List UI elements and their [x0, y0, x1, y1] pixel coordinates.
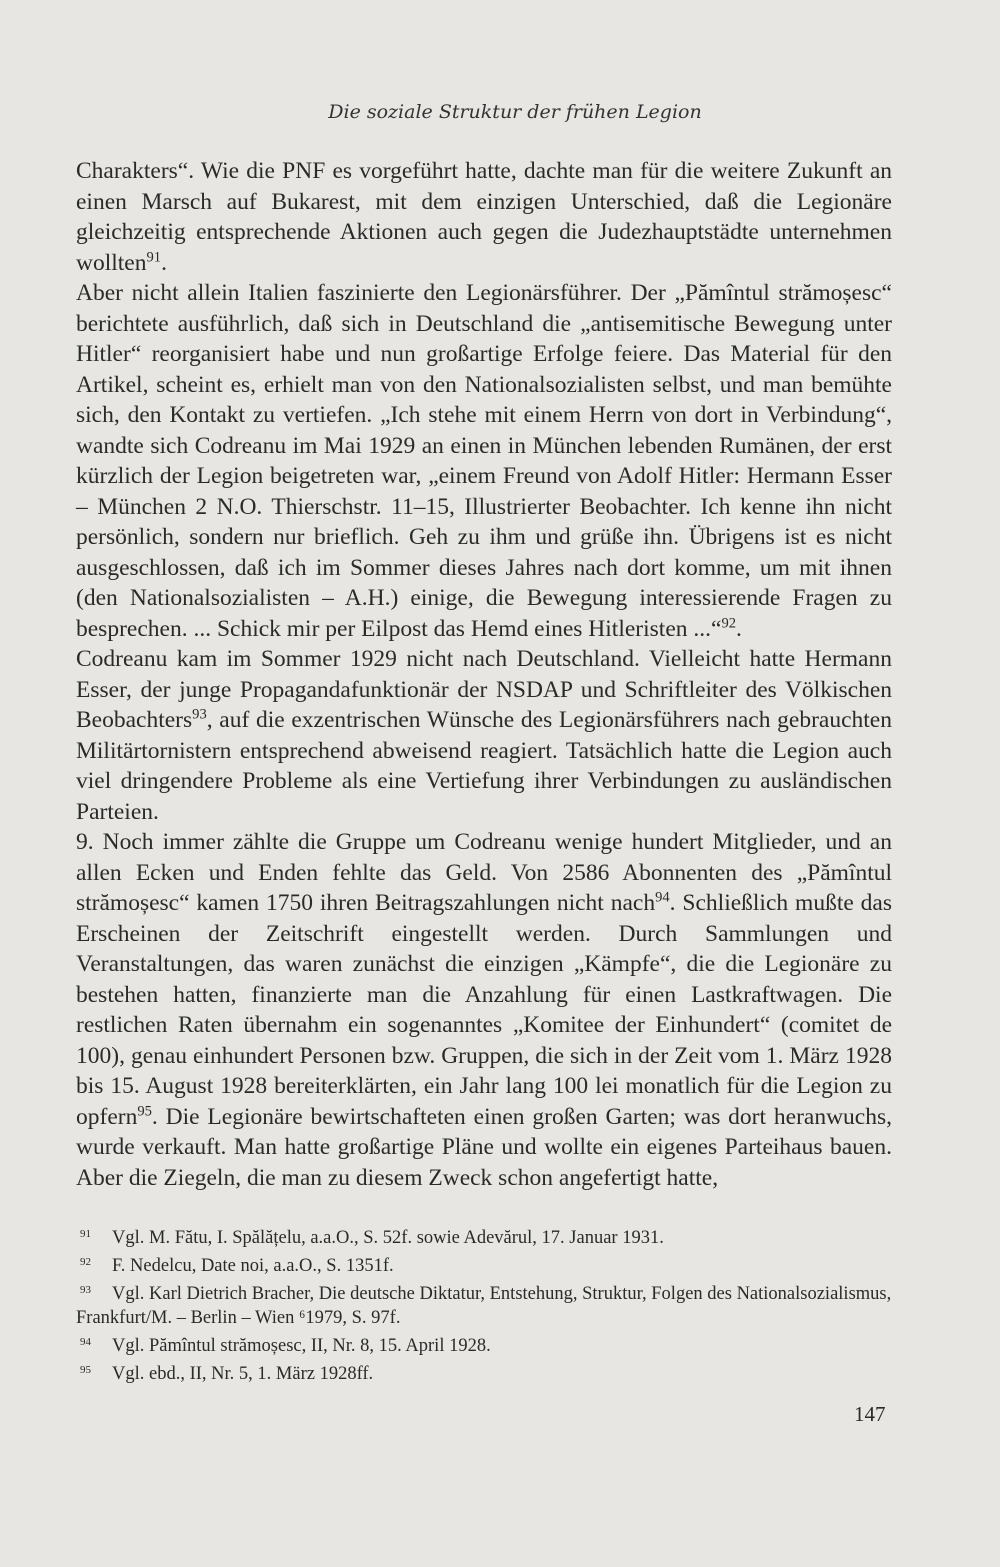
paragraph	[76, 644, 892, 827]
text-run: Charakters“. Wie die PNF es vorgeführt hatte, dachte man für die weitere Zukunft an einen Marsch auf Bukarest, mit dem einzigen Unterschied, daß die Legionäre gleichzeitig entsprechende Aktionen auch gegen die Judezhauptstädte unternehmen wollten	[76, 158, 892, 276]
text-run: , auf die exzentrischen Wünsche des Legionärsführers nach gebrauchten Militärtornistern entsprechend abweisend reagiert. Tatsächlich hatte die Legion auch viel dringendere Probleme als eine Vertiefung ihrer Verbindungen zu ausländischen Parteien.	[76, 707, 892, 825]
footnote	[76, 1278, 892, 1330]
footnote-ref[interactable]: 93	[192, 706, 207, 723]
text-run: 9. Noch immer zählte die Gruppe um Codreanu wenige hundert Mitglieder, und an allen Ecken und Enden fehlte das Geld. Von 2586 Abonnenten des „Pămîntul strămoșesc“ kamen 1750 ihren Beitragszahlungen nicht nach	[76, 829, 892, 916]
footnote	[76, 1250, 892, 1278]
footnote-text: Vgl. M. Fătu, I. Spălățelu, a.a.O., S. 52f. sowie Adevărul, 17. Januar 1931.	[112, 1228, 664, 1249]
footnotes	[76, 1222, 892, 1386]
text-run: .	[736, 615, 742, 642]
text-run: . Die Legionäre bewirtschafteten einen großen Garten; was dort heranwuchs, wurde verkauft. Man hatte großartige Pläne und wollte ein eigenes Parteihaus bauen. Aber die Ziegeln, die man zu diesem Zweck schon angefertigt hatte,	[76, 1103, 892, 1191]
footnote-number: 91	[80, 1228, 91, 1240]
text-run: . Schließlich mußte das Erscheinen der Zeitschrift eingestellt werden. Durch Sammlungen und Veranstaltungen, das waren zunächst die einzigen „Kämpfe“, die die Legionäre zu bestehen hatten, finanzierte man die Anzahlung für einen Lastkraftwagen. Die restlichen Raten übernahm ein sogenanntes „Komitee der Einhundert“ (comitet de 100), genau einhundert Personen bzw. Gruppen, die sich in der Zeit vom 1. März 1928 bis 15. August 1928 bereiterklärten, ein Jahr lang 100 lei monatlich für die Legion zu opfern	[76, 890, 892, 1130]
footnote	[76, 1330, 892, 1358]
paragraph	[76, 827, 892, 1193]
footnote-text: Vgl. ebd., II, Nr. 5, 1. März 1928ff.	[112, 1364, 374, 1385]
footnote-number: 94	[80, 1336, 91, 1349]
footnote-number: 93	[80, 1284, 91, 1297]
footnote	[76, 1222, 892, 1250]
footnote-ref[interactable]: 92	[721, 614, 736, 631]
footnote-number: 95	[80, 1364, 91, 1377]
footnote-ref[interactable]: 94	[655, 889, 670, 906]
paragraph	[76, 278, 892, 644]
paragraph	[76, 156, 892, 278]
footnote-ref[interactable]: 91	[146, 248, 162, 265]
footnote-text: Vgl. Karl Dietrich Bracher, Die deutsche Diktatur, Entstehung, Struktur, Folgen des Nationalsozialismus, Frankfurt/M. – Berlin – Wien ⁶1979, S. 97f.	[76, 1284, 892, 1329]
footnote	[76, 1358, 892, 1386]
body-text	[76, 156, 892, 1193]
page-number: 147	[854, 1402, 886, 1426]
text-run: .	[161, 249, 167, 276]
footnote-text: F. Nedelcu, Date noi, a.a.O., S. 1351f.	[112, 1256, 394, 1277]
footnote-ref[interactable]: 95	[137, 1102, 152, 1119]
text-run: Aber nicht allein Italien faszinierte den Legionärsführer. Der „Pămîntul strămoșesc“ berichtete ausführlich, daß sich in Deutschland die „antisemitische Bewegung unter Hitler“ reorganisiert habe und nun großartige Erfolge feiere. Das Material für den Artikel, scheint es, erhielt man von den Nationalsozialisten selbst, und man bemühte sich, den Kontakt zu vertiefen. „Ich stehe mit einem Herrn von dort in Verbindung“, wandte sich Codreanu im Mai 1929 an einen in München lebenden Rumänen, der erst kürzlich der Legion beigetreten war, „einem Freund von Adolf Hitler: Hermann Esser – München 2 N.O. Thierschstr. 11–15, Illustrierter Beobachter. Ich kenne ihn nicht persönlich, sondern nur brieflich. Geh zu ihm und grüße ihn. Übrigens ist es nicht ausgeschlossen, daß ich im Sommer dieses Jahres nach dort komme, um mit ihnen (den Nationalsozialisten – A.H.) einige, die Bewegung interessierende Fragen zu besprechen. ... Schick mir per Eilpost das Hemd eines Hitleristen ...“	[76, 280, 892, 642]
footnote-number: 92	[80, 1256, 91, 1269]
running-head: Die soziale Struktur der frühen Legion	[328, 101, 702, 123]
footnote-text: Vgl. Pămîntul strămoșesc, II, Nr. 8, 15. April 1928.	[112, 1336, 491, 1357]
text-run: Codreanu kam im Sommer 1929 nicht nach Deutschland. Vielleicht hatte Hermann Esser, der junge Propagandafunktionär der NSDAP und Schriftleiter des Völkischen Beobachters	[76, 646, 892, 733]
